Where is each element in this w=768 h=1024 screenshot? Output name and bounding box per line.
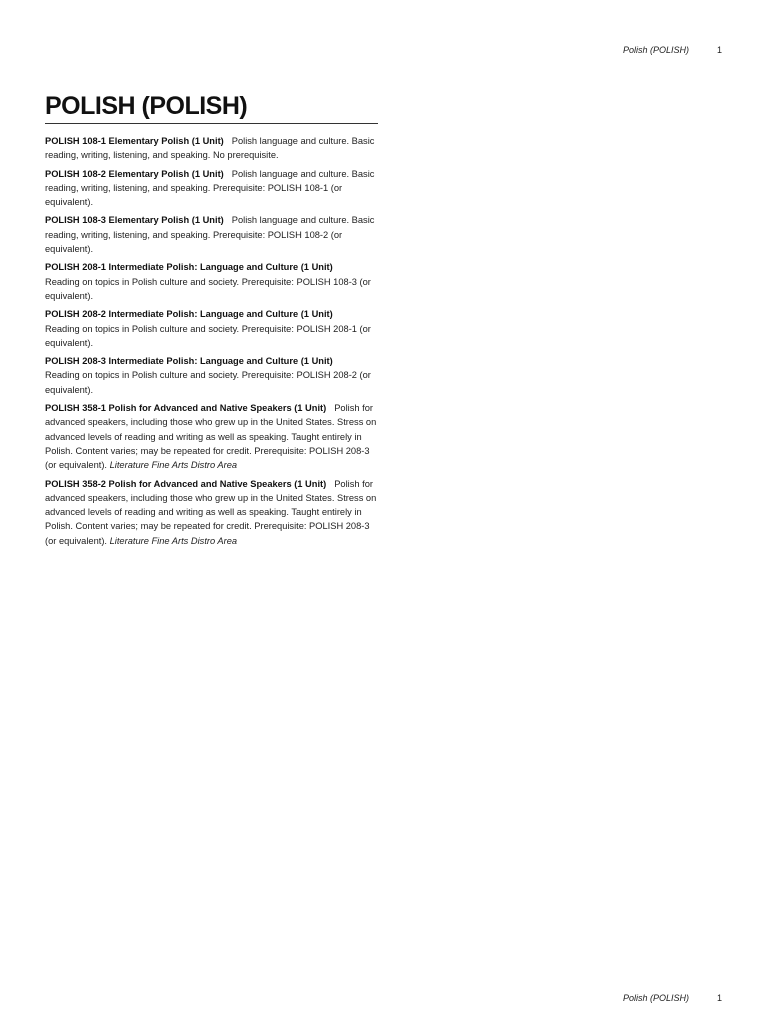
course-entry [45,167,381,210]
course-code-title: POLISH 108-2 Elementary Polish (1 Unit) [45,168,224,179]
course-code-title: POLISH 108-3 Elementary Polish (1 Unit) [45,215,224,226]
course-description: Reading on topics in Polish culture and society. Prerequisite: POLISH 208-2 (or equivalent). [45,370,371,395]
course-description: Polish language and culture. Basic reading, writing, listening, and speaking. Prerequisite: POLISH 108-1 (or equivalent). [45,168,375,208]
course-description: Polish language and culture. Basic reading, writing, listening, and speaking. No prerequisite. [45,136,375,161]
course-entry [45,477,381,548]
course-distro-area: Literature Fine Arts Distro Area [109,535,238,546]
course-code-title: POLISH 108-1 Elementary Polish (1 Unit) [45,136,224,146]
course-list [45,134,381,552]
course-code-title: POLISH 358-1 Polish for Advanced and Native Speakers (1 Unit) [45,403,327,414]
course-code-title: POLISH 358-2 Polish for Advanced and Native Speakers (1 Unit) [45,478,327,489]
footer-page-number: 1 [716,993,722,1003]
course-description: Polish language and culture. Basic reading, writing, listening, and speaking. Prerequisite: POLISH 108-2 (or equivalent). [45,215,375,255]
course-entry [45,134,381,163]
header-running-head [623,45,722,55]
course-entry [45,260,381,303]
course-code-title: POLISH 208-1 Intermediate Polish: Language and Culture (1 Unit) [45,262,333,273]
course-entry [45,307,381,350]
course-description: Reading on topics in Polish culture and society. Prerequisite: POLISH 108-3 (or equivalent). [45,276,371,301]
footer-running-title: Polish (POLISH) [622,993,689,1003]
header-running-title: Polish (POLISH) [622,45,689,55]
course-code-title: POLISH 208-3 Intermediate Polish: Language and Culture (1 Unit) [45,356,333,367]
course-entry [45,354,381,397]
footer-running-head [623,993,722,1003]
header-page-number: 1 [716,45,722,55]
course-description: Polish for advanced speakers, including those who grew up in the United States. Stress on advanced levels of reading and writing as well as speaking. Taught entirely in Polish. Content varies; may be repeated for credit. Prerequisite: POLISH 208-3 (or equivalent). [45,403,377,471]
page-title: POLISH (POLISH) [45,90,378,124]
course-entry [45,213,381,256]
course-description: Reading on topics in Polish culture and society. Prerequisite: POLISH 208-1 (or equivalent). [45,323,371,348]
course-distro-area: Literature Fine Arts Distro Area [109,460,238,471]
course-description: Polish for advanced speakers, including those who grew up in the United States. Stress on advanced levels of reading and writing as well as speaking. Taught entirely in Polish. Content varies; may be repeated for credit. Prerequisite: POLISH 208-3 (or equivalent). [45,478,377,546]
course-entry [45,401,381,472]
course-code-title: POLISH 208-2 Intermediate Polish: Language and Culture (1 Unit) [45,309,333,320]
